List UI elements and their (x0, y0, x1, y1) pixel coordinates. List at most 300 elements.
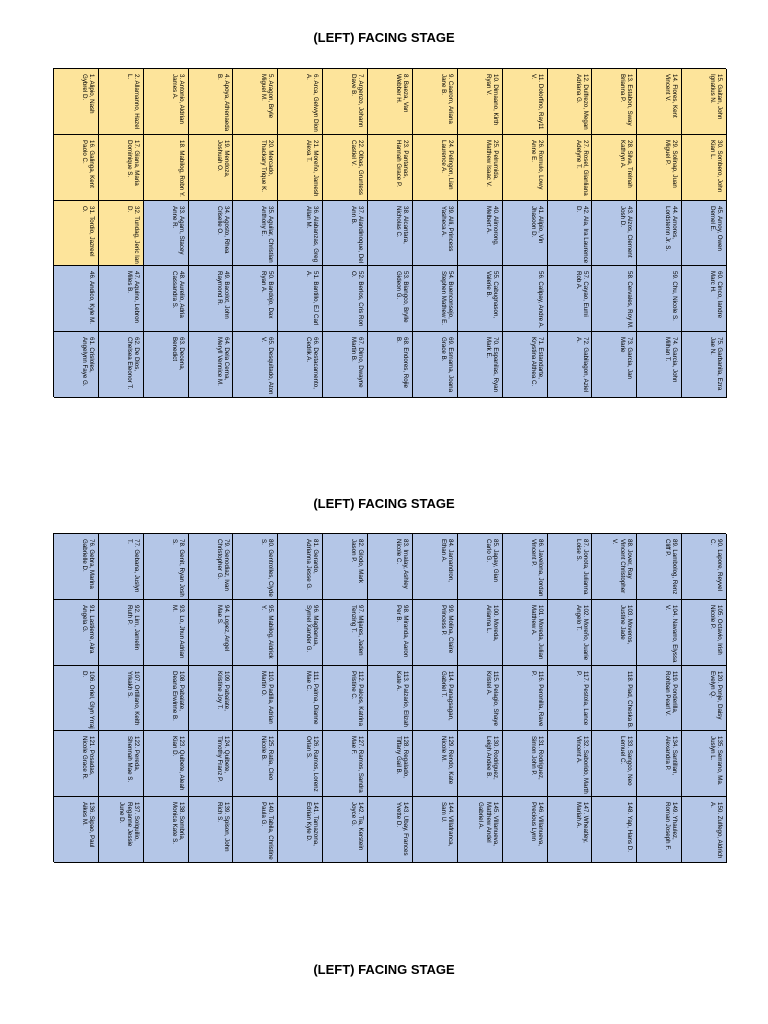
seat-cell (637, 201, 682, 267)
seat-cell (503, 201, 548, 267)
seat-name: 43. Alzos, Clement Josh D. (618, 205, 634, 258)
seat-cell (278, 266, 323, 332)
seat-cell (458, 69, 503, 135)
seat-name: 56. Calipay, Andre A. (536, 271, 544, 329)
seat-cell (458, 666, 503, 732)
seat-cell (503, 69, 548, 135)
seat-name: 114. Panagsagan, Gabriel T. (439, 670, 454, 721)
seat-name: 85. Japay, Gian Carlo G. (484, 539, 499, 582)
seat-name: 123. Quibete, Aleah Kian D. (170, 736, 185, 791)
seat-name: 42. Ala, Ira Laurence D. (573, 205, 589, 263)
seat-name: 141. Tamazona, Edrian Kyle D. (304, 802, 320, 847)
seat-name: 101. Moreda, Julian Matthew A. (529, 604, 544, 660)
seat-cell (637, 135, 682, 201)
seat-name: 61. Crisloles, Angelynn Faye G. (80, 337, 95, 387)
seat-cell (144, 266, 189, 332)
seat-cell (592, 135, 637, 201)
seat-name: 111. Palma, Dianne Mae C. (304, 670, 320, 725)
seat-name: 109. Pabalate, Kristine Joy T. (215, 670, 230, 711)
seat-name: 95. Mabilog, Aldrick Y. (259, 604, 275, 659)
seat-name: 100. Moreda, Arianna L. (484, 604, 499, 642)
seat-cell (189, 600, 234, 666)
seat-cell (682, 666, 727, 732)
seat-cell (413, 666, 458, 732)
seat-name: 83. Imalay, Ashley Nicole C. (394, 539, 409, 589)
seat-name: 72. Gabilagon, Aziel A. (573, 337, 589, 393)
seat-cell (189, 69, 234, 135)
seat-name: 3. Antonio, Aldrian James A. (170, 74, 185, 124)
seat-cell (637, 666, 682, 732)
seat-name: 15. Gaitan, John Ignatius N. (708, 74, 723, 120)
seat-name: 140. Tabila, Christine Paula G. (259, 802, 275, 860)
seat-name: 144. Villafranca, Sam U. (439, 802, 454, 847)
seat-cell (548, 332, 593, 398)
seat-cell (189, 731, 234, 797)
seat-name: 7. Argenzo, Johann Dave B. (349, 74, 365, 128)
seat-cell (189, 797, 234, 863)
seat-cell (54, 797, 99, 863)
seat-name: 70. Espanilas, Ryan Mark E. (484, 337, 499, 393)
seat-cell (323, 201, 368, 267)
seat-name: 142. Tia, Kerstein Joyce G. (349, 802, 365, 851)
seat-name: 143. Ubay, Frances Yvette D. (394, 802, 409, 856)
seat-name: 18. Mabilog, Robn Y. (177, 139, 185, 197)
seat-name: 103. Moveros, Justine Jade (618, 604, 634, 645)
seat-cell (233, 666, 278, 732)
seat-name: 147. Wheatley, Mariah A. (573, 802, 589, 844)
seat-cell (548, 731, 593, 797)
seat-cell (323, 135, 368, 201)
seat-name: 91. Lastierre, Aira Angela G. (80, 604, 95, 654)
seat-name: 32. Tundag, Jeric Ian D. (125, 205, 140, 264)
seat-name: 115. Pelagio, Shaye Kristel A. (484, 670, 499, 726)
seat-cell (458, 797, 503, 863)
seat-cell (54, 266, 99, 332)
seat-name: 139. Spison, John Rich S. (215, 802, 230, 852)
seat-cell (503, 666, 548, 732)
seat-name: 5. Aragon, Bryle Miguel M. (259, 74, 275, 119)
seat-cell (233, 731, 278, 797)
seat-cell (368, 600, 413, 666)
seat-name: 84. Jamandron, Ethan A. (439, 539, 454, 582)
seat-name: 81. Gerardo, Adrianna Jesse G. (304, 539, 320, 590)
seat-cell (503, 332, 548, 398)
seat-cell (233, 797, 278, 863)
seat-name: 62. De Dios, Chelsea Eleonor T. (125, 337, 140, 390)
seat-cell (99, 69, 144, 135)
seat-name: 137. Solquilio, Reganne Jessie June D. (117, 802, 140, 847)
seat-name: 77. Gebana, Juslyn T. (125, 539, 140, 593)
seat-name: 27. Rosel, Gianliana Adelyne T. (573, 139, 589, 196)
seat-name: 90. Lapore, Reyvel C. (708, 539, 723, 591)
seating-chart-section-2 (53, 533, 726, 862)
seat-cell (413, 201, 458, 267)
seat-name: 16. Galinga, Kent Paolo C. (80, 139, 95, 188)
seat-cell (189, 332, 234, 398)
seat-name: 148. Yap, Hans D. (626, 802, 634, 853)
seat-name: 107. Ortillano, Keith Yrkakh S. (125, 670, 140, 725)
seat-name: 69. Esmama, Joana Grace B. (439, 337, 454, 393)
seat-cell (144, 731, 189, 797)
seat-name: 94. Lopez, Angel Mae S. (215, 604, 230, 651)
seat-cell (189, 135, 234, 201)
seat-cell (637, 332, 682, 398)
seat-cell (592, 534, 637, 600)
seat-name: 13. Estabon, Sway Brianna P. (618, 74, 634, 126)
seat-name: 88. Jover, Ray Vincent Christopher V. (611, 539, 634, 594)
seat-cell (413, 266, 458, 332)
seat-name: 50. Bandojo, Dax Ryan A. (259, 271, 275, 319)
seat-cell (323, 797, 368, 863)
seat-name: 134. Santillan, Alexandra P. (663, 736, 679, 776)
seat-name: 63. Decena, Benedict (170, 337, 185, 371)
seat-cell (189, 266, 234, 332)
seat-cell (278, 201, 323, 267)
seat-name: 117. Pestola, Lance P. (573, 670, 589, 725)
seat-name: 149. Yhaulez, Roman Joseph F. (663, 802, 679, 851)
seat-cell (548, 600, 593, 666)
seat-cell (458, 266, 503, 332)
seat-name: 127. Ramos, Sandra Mae F. (349, 736, 365, 794)
seat-cell (413, 69, 458, 135)
seat-name: 129. Rendo, Kate Nicole M. (439, 736, 454, 785)
seat-cell (54, 731, 99, 797)
seat-cell (458, 731, 503, 797)
seat-name: 66. Destacamento, Cedrik A. (304, 337, 320, 390)
seat-cell (99, 332, 144, 398)
seat-name: 44. Amores, Lordstemn Jr. S. (663, 205, 679, 251)
seat-cell (144, 201, 189, 267)
seat-name: 86. Javelona, Jordan Vincent P. (529, 539, 544, 597)
seat-cell (99, 600, 144, 666)
seat-cell (233, 266, 278, 332)
seat-name: 31. Tordio, Jazreel O. (80, 205, 95, 257)
seat-name: 41. Alipio, Vin Jhasoon D. (529, 205, 544, 243)
seat-name: 58. Cervales, Roy M. (626, 271, 634, 330)
seat-cell (278, 534, 323, 600)
seat-name: 125. Ratia, Cleo Nicole B. (259, 736, 275, 781)
seat-cell (99, 666, 144, 732)
seat-name: 6. Arca, Gelwyn Dion A. (304, 74, 320, 132)
seat-name: 136. Sipao, Paul Aikes M. (80, 802, 95, 848)
seat-name: 93. Lo, Jhun Adrian M. (170, 604, 185, 659)
seat-cell (144, 135, 189, 201)
seat-name: 65. Desquitado, Aton V. (259, 337, 275, 395)
seat-name: 133. Sangco, Neo Lemuel C. (618, 736, 634, 786)
seat-cell (592, 600, 637, 666)
seat-name: 35. Aguilar, Christian Anthony E. (259, 205, 275, 263)
seat-cell (54, 69, 99, 135)
seat-name: 146. Villanueva, Precious Lynn (529, 802, 544, 847)
seat-name: 25. Pelrumida, Matthew Isaac V. (484, 139, 499, 187)
seat-cell (592, 666, 637, 732)
seat-name: 121. Posadas, Nicole Grace R. (80, 736, 95, 781)
seat-cell (413, 534, 458, 600)
seat-name: 20. Mercado, Thackary Trique K. (259, 139, 275, 192)
seat-cell (413, 332, 458, 398)
seat-cell (682, 797, 727, 863)
seat-cell (458, 135, 503, 201)
seat-name: 116. Peronilla, Rave P. (529, 670, 544, 726)
seat-cell (99, 534, 144, 600)
seat-cell (233, 201, 278, 267)
seat-cell (323, 69, 368, 135)
seat-cell (548, 666, 593, 732)
seat-name: 2. Allamanno, Hazel L. (125, 74, 140, 130)
seat-name: 132. Saborido, Marth Vincent A. (573, 736, 589, 795)
seat-cell (54, 534, 99, 600)
seat-name: 8. Baeza, Van Webber H. (394, 74, 409, 113)
seat-cell (144, 797, 189, 863)
seat-name: 130. Rodriguez, Leigh Andee B. (484, 736, 499, 781)
seat-cell (54, 135, 99, 201)
seat-cell (503, 135, 548, 201)
seat-cell (413, 600, 458, 666)
seat-cell (54, 332, 99, 398)
seat-name: 92. Lim, Jamelin Ruth P. (125, 604, 140, 650)
seat-name: 68. Endores, Rojie B. (394, 337, 409, 389)
seat-name: 37. Alandinoque, Del Ann B. (349, 205, 365, 263)
seat-name: 48. Aurelio, Adria Cassandra S. (170, 271, 185, 319)
seat-cell (189, 534, 234, 600)
seat-cell (278, 666, 323, 732)
seat-name: 22. Olbas, Gruntess Castiel V. (349, 139, 365, 195)
seat-name: 76. Gebra, Marina Gabrielle D. (80, 539, 95, 589)
seat-cell (637, 69, 682, 135)
seat-cell (99, 731, 144, 797)
seat-name: 36. Alabanzas, Greg Allan M. (304, 205, 320, 262)
seat-name: 1. Alipio, Nash Gybrel D. (80, 74, 95, 114)
seat-name: 113. Palzario, Elizah Kate A. (394, 670, 409, 727)
seat-cell (592, 731, 637, 797)
seat-name: 122. Pereda, Shennah Mae S. (125, 736, 140, 783)
seat-cell (189, 666, 234, 732)
seat-cell (637, 600, 682, 666)
seat-cell (144, 332, 189, 398)
seat-cell (503, 731, 548, 797)
seat-name: 119. Ponderilla, Rohban Pearl V. (663, 670, 679, 716)
seat-name: 38. Alcantara, Nicholas C. (394, 205, 409, 244)
seat-cell (682, 201, 727, 267)
seat-name: 10. Dimaano, Kirth Ryan V. (484, 74, 499, 126)
seat-cell (99, 201, 144, 267)
seat-cell (503, 266, 548, 332)
seat-name: 46. Andico, Kyle M. (87, 271, 95, 325)
seat-cell (548, 69, 593, 135)
seat-cell (278, 731, 323, 797)
seat-name: 138. Sombria, Monica Kate S. (170, 802, 185, 845)
seat-name: 126. Ramos, Lorenz Orlan S. (304, 736, 320, 793)
seat-cell (682, 731, 727, 797)
seat-cell (144, 600, 189, 666)
seat-name: 131. Rodriguez, Simon John P. (529, 736, 544, 781)
seat-name: 59. Chu, Nicole S. (671, 271, 679, 322)
seat-name: 29. Solinap, Juan Miguel P. (663, 139, 679, 188)
seat-name: 19. Mendoza, Joshuah O. (215, 139, 230, 178)
stage-heading: (LEFT) FACING STAGE (313, 496, 455, 511)
seat-cell (637, 797, 682, 863)
seat-cell (368, 201, 413, 267)
seat-cell (637, 534, 682, 600)
seat-name: 135. Serrano, Ma. Juslyn L. (708, 736, 723, 786)
seat-name: 99. Molina, Claire Princess P. (439, 604, 454, 653)
seat-name: 9. Caarom, Ariana Jane B. (439, 74, 454, 124)
seat-name: 49. Bacolot, John Raymond R. (215, 271, 230, 320)
seat-cell (99, 135, 144, 201)
seat-name: 105. Octavio, Irish Nicole P. (708, 604, 723, 655)
seat-cell (54, 201, 99, 267)
seat-cell (278, 135, 323, 201)
seat-name: 64. Dela Cerna, Meryll Vennice M. (215, 337, 230, 387)
seat-cell (548, 201, 593, 267)
seat-name: 67. Dimo, Dwayne Martin B. (349, 337, 365, 388)
seat-name: 78. Genit, Ryan Josh S. (170, 539, 185, 597)
seat-name: 120. Ponje, Daisy Evelyn Q. (708, 670, 723, 720)
seat-name: 34. Agosto, Rhea Criselle O. (215, 205, 230, 254)
seat-cell (233, 600, 278, 666)
seat-name: 51. Bantillo, EJ Carl A. (304, 271, 320, 326)
seat-name: 75. Garbanila, Ezra Jae N. (708, 337, 723, 391)
seat-cell (503, 600, 548, 666)
seat-cell (144, 69, 189, 135)
seat-cell (458, 332, 503, 398)
seat-cell (592, 266, 637, 332)
seat-cell (637, 266, 682, 332)
seat-name: 55. Cabugnason, Valerie B. (484, 271, 499, 319)
seat-name: 124. Quibete, Timothy Franz P. (215, 736, 230, 783)
seat-cell (503, 534, 548, 600)
seat-name: 30. Sombero, John Kian L. (708, 139, 723, 193)
seat-cell (368, 797, 413, 863)
seat-name: 112. Palces, Katrina Pristine C. (349, 670, 365, 726)
seat-cell (682, 135, 727, 201)
seat-cell (233, 69, 278, 135)
seat-cell (323, 600, 368, 666)
seat-cell (99, 266, 144, 332)
seat-cell (368, 266, 413, 332)
seating-chart-section-1 (53, 68, 726, 397)
seat-name: 45. Amoy, Owen Demel E. (708, 205, 723, 251)
seat-name: 39. Alli, Princess Yasheca A. (439, 205, 454, 251)
seat-name: 12. Dulfrezo, Megan Adriana G. (573, 74, 589, 130)
seat-name: 24. Pelingon, Lian Laurence A. (439, 139, 454, 190)
seat-name: 26. Romulo, Lowy Anne E. (529, 139, 544, 190)
seat-name: 60. Cinco, Iandre Marc H. (708, 271, 723, 319)
seat-name: 33. Agam, Stacey Anne R. (170, 205, 185, 255)
seat-name: 110. Padilla, Adrian Martin O. (259, 670, 275, 724)
seat-name: 128. Regalado, Tiffany Gail B. (394, 736, 409, 779)
seat-cell (548, 534, 593, 600)
seat-name: 73. Garcia, Jan Marie (618, 337, 634, 380)
seat-cell (682, 69, 727, 135)
seat-name: 145. Villanueva, Matthew Andel Gabriel A. (476, 802, 499, 847)
seat-name: 57. Cayao, Eumi Rob A. (573, 271, 589, 318)
seat-cell (592, 201, 637, 267)
seat-name: 150. Zulfego, Aldrich A. (708, 802, 723, 859)
seat-name: 98. Miranda, Aaron Per B. (394, 604, 409, 658)
seat-cell (323, 534, 368, 600)
seat-cell (458, 534, 503, 600)
seat-cell (233, 534, 278, 600)
seat-cell (233, 332, 278, 398)
seat-name: 14. Flores, Kent Vincent V. (663, 74, 679, 118)
seat-cell (413, 731, 458, 797)
seat-cell (144, 666, 189, 732)
seat-cell (323, 266, 368, 332)
seat-cell (592, 69, 637, 135)
seat-name: 11. Dolorfino, Ray11 V. (529, 74, 544, 130)
seat-cell (368, 69, 413, 135)
seat-cell (592, 797, 637, 863)
seat-name: 118. Piad, Cheska B. (626, 670, 634, 729)
seat-cell (548, 797, 593, 863)
seat-cell (637, 731, 682, 797)
seat-cell (458, 201, 503, 267)
seat-cell (278, 797, 323, 863)
seat-name: 53. Biangco, Brylle Gideon G. (394, 271, 409, 323)
seat-cell (54, 600, 99, 666)
seat-cell (323, 666, 368, 732)
seat-cell (144, 534, 189, 600)
seat-cell (413, 797, 458, 863)
seat-cell (368, 332, 413, 398)
seat-cell (99, 797, 144, 863)
seat-name: 96. Magbanua, Symel Xander G. (304, 604, 320, 652)
seat-cell (368, 135, 413, 201)
seat-cell (548, 135, 593, 201)
seat-cell (368, 534, 413, 600)
seat-name: 102. Moreño, Juarie Angelo T. (573, 604, 589, 660)
seat-cell (682, 534, 727, 600)
stage-heading: (LEFT) FACING STAGE (313, 30, 455, 45)
seat-cell (54, 666, 99, 732)
seat-name: 108. Pabalate, Deana Erwinne B. (170, 670, 185, 721)
seat-cell (233, 135, 278, 201)
seat-name: 89. Lambolog, Renz Cliff P. (663, 539, 679, 595)
seat-name: 80. Gentrolles, Clyde S. (259, 539, 275, 597)
seat-cell (323, 731, 368, 797)
seat-cell (682, 600, 727, 666)
seat-name: 54. Buenconsejo, Stephen Mathew E. (439, 271, 454, 326)
seat-name: 87. Jonota, Julianna Loise S. (573, 539, 589, 595)
seat-cell (592, 332, 637, 398)
stage-heading: (LEFT) FACING STAGE (313, 962, 455, 977)
seat-name: 71. Estandarte, Krystina Althea C. (529, 337, 544, 387)
seat-cell (458, 600, 503, 666)
seat-name: 104. Navarro, Elyssa V. (663, 604, 679, 663)
seat-cell (278, 69, 323, 135)
seat-cell (682, 266, 727, 332)
seat-name: 74. Garcia, John Milhan T. (663, 337, 679, 383)
seat-name: 17. Giana, Maria Dominique S. (125, 139, 140, 186)
seat-name: 21. Moreño, Jamesh Alexa T. (304, 139, 320, 197)
seat-cell (278, 332, 323, 398)
seat-cell (548, 266, 593, 332)
seat-name: 23. Pantanas, Hannah Grace P. (394, 139, 409, 187)
seat-name: 97. Mijares, Jaden Tenzing T. (349, 604, 365, 656)
seat-cell (323, 332, 368, 398)
seat-cell (503, 797, 548, 863)
seat-name: 40. Alimorong, Melbert A. (484, 205, 499, 246)
seat-name: 4. Apoya, Athenaeda B. (215, 74, 230, 132)
seat-cell (413, 135, 458, 201)
seat-name: 47. Aquino, Lebron Miles B. (125, 271, 140, 324)
seat-name: 106. Oriel, Glyn Yrraj D. (80, 670, 95, 729)
seat-cell (682, 332, 727, 398)
seat-cell (368, 666, 413, 732)
seat-name: 28. Silva, Trelnah Kathryn A. (618, 139, 634, 188)
seat-name: 79. Genodiaz, Ivan Christopher G. (215, 539, 230, 591)
